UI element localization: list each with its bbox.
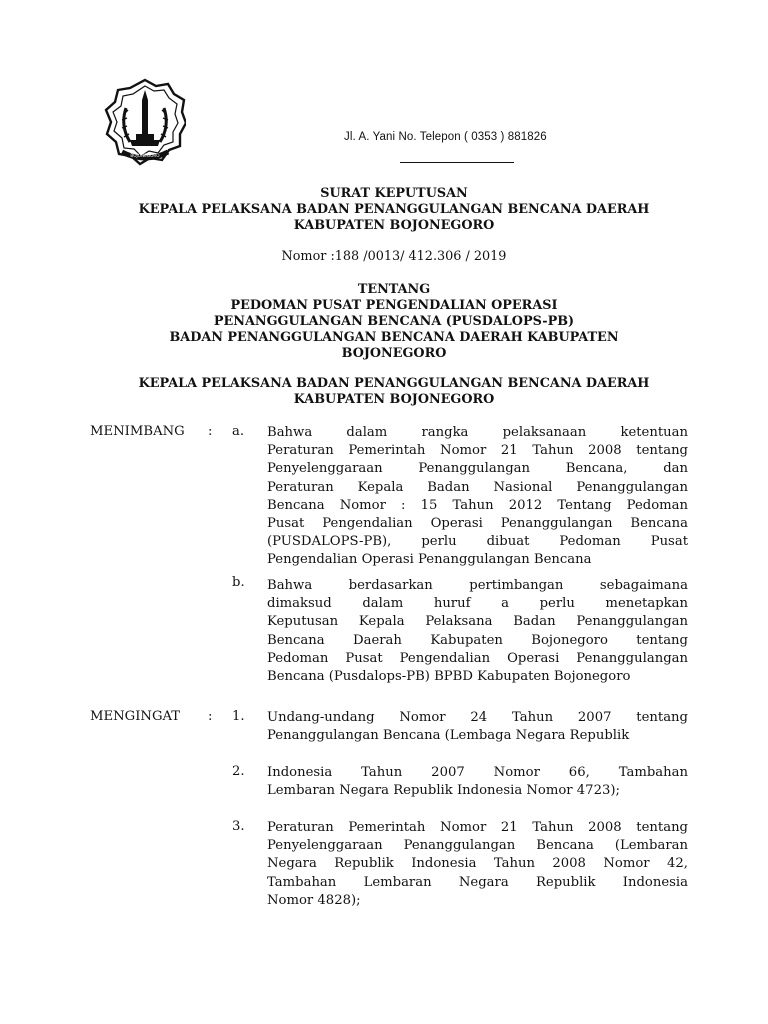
menimbang-colon: : — [208, 424, 213, 439]
text-line: Indonesia Tahun 2007 Nomor 66, Tambahan — [267, 765, 688, 780]
mengingat-item-2 — [267, 764, 688, 800]
menimbang-item-a — [267, 424, 688, 570]
text-line: Bahwa berdasarkan pertimbangan sebagaimana — [267, 578, 688, 593]
text-line: Tambahan Lembaran Negara Republik Indonesia — [267, 874, 688, 890]
text-line: Bencana Daerah Kabupaten Bojonegoro tentang — [267, 632, 688, 648]
text-line: (PUSDALOPS-PB), perlu dibuat Pedoman Pusat — [267, 534, 688, 550]
text-line: Negara Republik Indonesia Tahun 2008 Nomor 42, — [267, 856, 688, 872]
letterhead-address: Jl. A. Yani No. Telepon ( 0353 ) 881826 — [344, 131, 547, 143]
header-divider — [400, 162, 514, 163]
text-line: Peraturan Kepala Badan Nasional Penanggulangan — [267, 479, 688, 495]
bojonegoro-emblem-logo — [104, 78, 186, 168]
menimbang-item-b — [267, 577, 688, 686]
text-line: Keputusan Kepala Pelaksana Badan Penanggulangan — [267, 614, 688, 630]
subject-line-2: PENANGGULANGAN BENCANA (PUSDALOPS-PB) — [213, 314, 575, 329]
mengingat-marker-3: 3. — [232, 819, 245, 834]
mengingat-marker-2: 2. — [232, 764, 245, 779]
subject-line-4: BOJONEGORO — [341, 346, 447, 361]
mengingat-item-1 — [267, 709, 688, 745]
menimbang-marker-a: a. — [232, 424, 245, 439]
text-line: Pengendalian Operasi Penanggulangan Bencana — [267, 552, 592, 568]
text-line: Undang-undang Nomor 24 Tahun 2007 tentang — [267, 710, 688, 725]
logo-text: BOJONEGORO — [130, 153, 160, 158]
menimbang-marker-b: b. — [232, 575, 245, 590]
text-line: Pusat Pengendalian Operasi Penanggulangan Bencana — [267, 515, 688, 531]
subject-line-1: PEDOMAN PUSAT PENGENDALIAN OPERASI — [230, 298, 558, 313]
text-line: dimaksud dalam huruf a perlu menetapkan — [267, 596, 688, 612]
text-line: Pedoman Pusat Pengendalian Operasi Penanggulangan — [267, 650, 688, 666]
mengingat-colon: : — [208, 709, 213, 724]
mengingat-label: MENGINGAT — [90, 709, 181, 724]
doc-number: Nomor :188 /0013/ 412.306 / 2019 — [281, 249, 507, 264]
text-line: Penyelenggaraan Penanggulangan Bencana, dan — [267, 461, 688, 477]
text-line: Peraturan Pemerintah Nomor 21 Tahun 2008 tentang — [267, 443, 688, 459]
mengingat-item-3 — [267, 819, 688, 910]
text-line: Penanggulangan Bencana (Lembaga Negara Republik — [267, 728, 630, 744]
subject-line-3: BADAN PENANGGULANGAN BENCANA DAERAH KABUPATEN — [169, 330, 619, 345]
text-line: Bencana (Pusdalops-PB) BPBD Kabupaten Bojonegoro — [267, 668, 631, 684]
text-line: Nomor 4828); — [267, 892, 361, 908]
issuer-line-2: KABUPATEN BOJONEGORO — [293, 392, 495, 407]
doc-title: SURAT KEPUTUSAN — [320, 186, 468, 201]
text-line: Peraturan Pemerintah Nomor 21 Tahun 2008 tentang — [267, 820, 688, 835]
mengingat-marker-1: 1. — [232, 709, 245, 724]
text-line: Lembaran Negara Republik Indonesia Nomor 4723); — [267, 783, 620, 799]
doc-title-region: KABUPATEN BOJONEGORO — [293, 218, 495, 233]
text-line: Penyelenggaraan Penanggulangan Bencana (Lembaran — [267, 838, 688, 854]
issuer-line-1: KEPALA PELAKSANA BADAN PENANGGULANGAN BENCANA DAERAH — [138, 376, 650, 391]
menimbang-label: MENIMBANG — [90, 424, 185, 439]
tentang-label: TENTANG — [357, 282, 431, 297]
doc-title-issuer: KEPALA PELAKSANA BADAN PENANGGULANGAN BENCANA DAERAH — [138, 202, 650, 217]
text-line: Bencana Nomor : 15 Tahun 2012 Tentang Pedoman — [267, 497, 688, 513]
text-line: Bahwa dalam rangka pelaksanaan ketentuan — [267, 425, 688, 440]
